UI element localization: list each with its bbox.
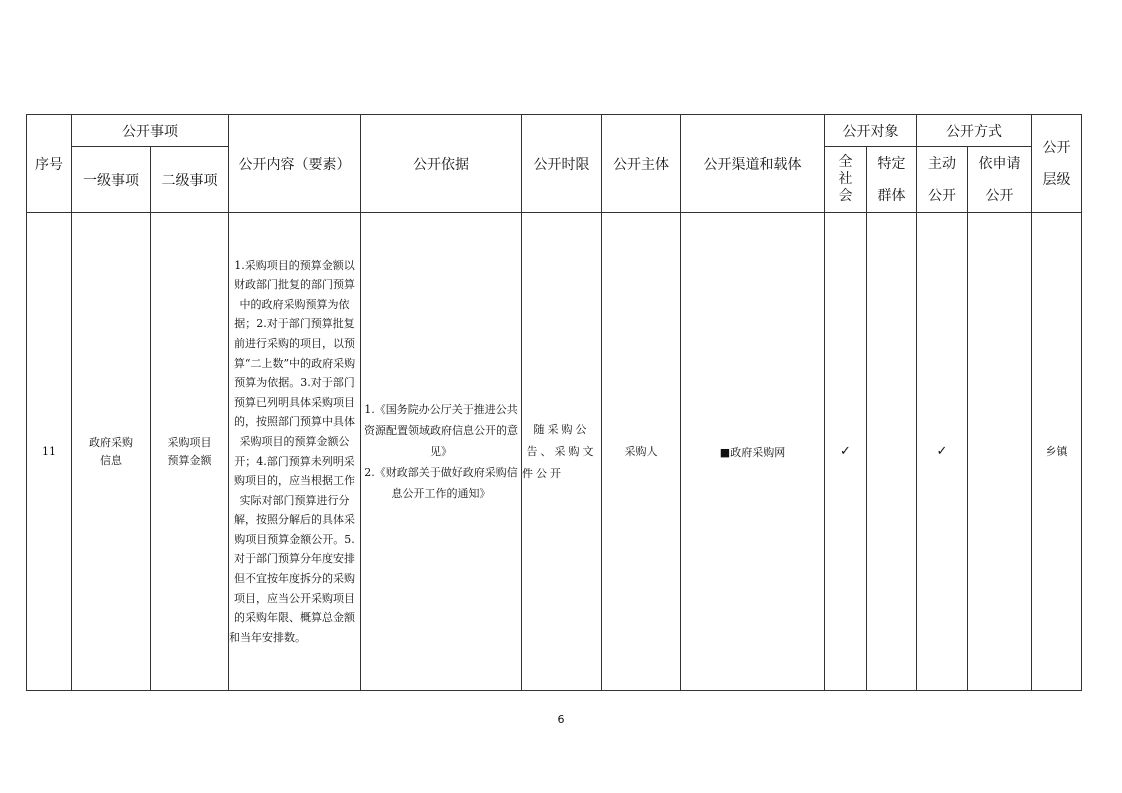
header-time-limit: 公开时限 (522, 115, 602, 213)
check-icon-method-active: ✓ (917, 213, 968, 691)
header-matters: 公开事项 (72, 115, 229, 147)
basis-item-1: 1.《国务院办公厅关于推进公共资源配置领域政府信息公开的意见》 (364, 403, 518, 458)
check-icon-target-all: ✓ (825, 213, 867, 691)
page-number: 6 (557, 713, 565, 726)
cell-level2: 采购项目预算金额 (151, 213, 229, 691)
header-level-text: 公开 层级 (1042, 139, 1071, 188)
header-level1: 一级事项 (72, 147, 151, 213)
cell-subject: 采购人 (602, 213, 681, 691)
header-target-all-text: 全社会 (838, 154, 853, 204)
cell-seq: 11 (27, 213, 72, 691)
table-row (27, 213, 1082, 691)
cell-basis (361, 213, 522, 691)
basis-item-2: 2.《财政部关于做好政府采购信息公开工作的通知》 (364, 466, 518, 500)
header-basis: 公开依据 (361, 115, 522, 213)
header-method-active-text: 主动 公开 (928, 155, 956, 204)
header-channel: 公开渠道和载体 (681, 115, 825, 213)
header-target-specific-text: 特定 群体 (877, 155, 906, 204)
cell-level1: 政府采购信息 (72, 213, 151, 691)
cell-method-request (968, 213, 1032, 691)
header-target-all (825, 147, 867, 213)
header-target: 公开对象 (825, 115, 917, 147)
cell-time-limit: 随采购公告、采购文件公开 (522, 213, 602, 691)
disclosure-table (26, 114, 1082, 691)
header-method-active (917, 147, 968, 213)
header-target-specific (867, 147, 917, 213)
header-subject: 公开主体 (602, 115, 681, 213)
cell-channel: ■政府采购网 (681, 213, 825, 691)
cell-level: 乡镇 (1032, 213, 1082, 691)
header-seq: 序号 (27, 115, 72, 213)
header-method: 公开方式 (917, 115, 1032, 147)
header-method-request-text: 依申请 公开 (978, 155, 1021, 204)
cell-target-specific (867, 213, 917, 691)
header-level2: 二级事项 (151, 147, 229, 213)
header-method-request (968, 147, 1032, 213)
cell-content: 1.采购项目的预算金额以财政部门批复的部门预算中的政府采购预算为依据；2.对于部门预算批复前进行采购的项目，以预算“二上数”中的政府采购预算为依据。3.对于部门预算已列明具体采购项目的，按照部门预算中具体采购项目的预算金额公开；4.部门预算未列明采购项目的，应当根据工作实际对部门预算进行分解，按照分解后的具体采购项目预算金额公开。5.对于部门预算分年度安排但不宜按年度拆分的采购项目，应当公开采购项目的采购年限、概算总金额和当年安排数。 (229, 213, 361, 691)
header-level (1032, 115, 1082, 213)
header-content: 公开内容（要素） (229, 115, 361, 213)
